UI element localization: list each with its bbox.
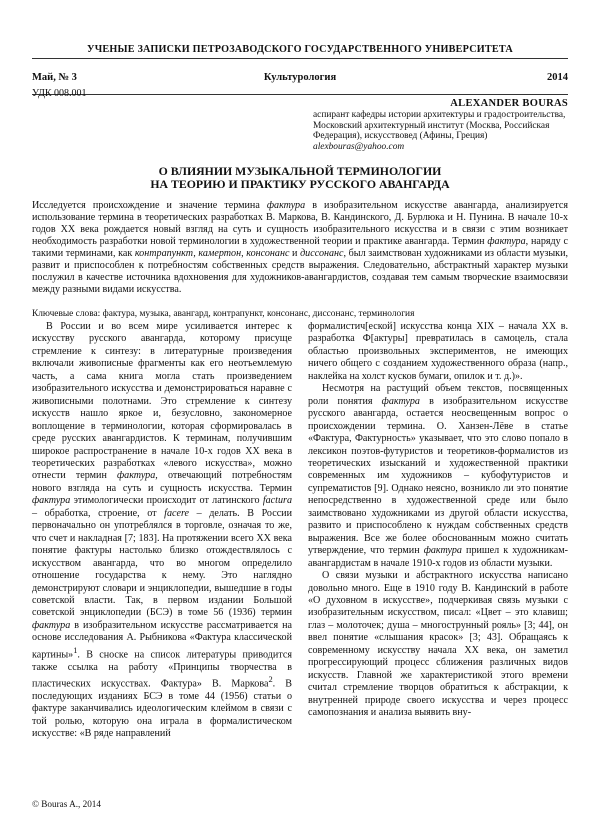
issue-number: Май, № 3 bbox=[32, 72, 77, 83]
copyright: © Bouras A., 2014 bbox=[32, 799, 101, 809]
header-rule bbox=[32, 58, 568, 59]
paragraph: О связи музыки и абстрактного искусства написано довольно много. Еще в 1910 году В. Кандинский в работе «О духовном в искусстве», подчеркивая связь музыки с изобразительным искусством, писал: «Цвет – это клавиш; глаз – молоточек; душа – многострунный рояль» [3; 44], он ввел понятие «слышания красок» [3; 43]. Обращаясь к современному искусству начала XX века, он заметил прогрессирующий процесс сближения различных видов искусств. Главной же характеристикой этого времени считал стремление творцов обратиться к абстракции, к внутренней природе своего искусства и через процесс самопознания и анализа выявить вну- bbox=[308, 570, 568, 719]
author-affiliation bbox=[313, 110, 568, 152]
abstract bbox=[32, 200, 568, 296]
author-name: ALEXANDER BOURAS bbox=[450, 98, 568, 109]
title-line-1: О ВЛИЯНИИ МУЗЫКАЛЬНОЙ ТЕРМИНОЛОГИИ bbox=[158, 164, 442, 178]
footnote-ref: 2 bbox=[268, 675, 273, 685]
title-line-2: НА ТЕОРИЮ И ПРАКТИКУ РУССКОГО АВАНГАРДА bbox=[150, 177, 450, 191]
article-title bbox=[0, 165, 600, 191]
paragraph: В России и во всем мире усиливается интерес к искусству русского авангарда, которому присуще стремление к синтезу: в литературные произведения включали живописные фрагменты как его неотъемлемую часть, а сама книга могла стать произведением изобразительного искусства и демонстрироваться наравне с живописными полотнами. Это стремление к синтезу искусств нашло яркое и, безусловно, закономерное воплощение в терминологии, которая сформировалась в среде русских авангардистов. К терминам, получившим широкое распространение в начале 10-х годов XX века в теоретических разработках «левого искусства», можно отнести термин фактура, отвечающий потребностям нового взгляда на суть и сущность искусства. Термин фактура этимологически происходит от латинского factura – обработка, строение, от facere – делать. В России первоначально он употреблялся в торговле, означая то же, что счет и накладная [7; 183]. На протяжении всего XX века понятие фактуры настолько близко отождествлялось с искусством авангарда, что во многом определило отношение государства к нему. Это наглядно демонстрируют словари и энциклопедии, вышедшие в годы советской власти. Так, в первом издании Большой советской энциклопедии (БСЭ) в томе 56 (1936) термин фактура в изобразительном искусстве рассматривается на основе исследования А. Рыбникова «Фактура классической картины»$^1$. В сноске на список литературы приводится также ссылка на работу «Принципы творчества в пластических искусствах. Фактура» В. Маркова$^2$. В последующих изданиях БСЭ в томе 44 (1956) статьи о фактуре заканчивались идеологическим клеймом в связи с той ролью, которую она играла в формалистическом искусстве: «В ряде направлений bbox=[32, 321, 293, 740]
footnote-ref: 1 bbox=[73, 645, 78, 655]
section-name: Культурология bbox=[263, 72, 337, 83]
issue-year: 2014 bbox=[547, 72, 568, 83]
body-column-right bbox=[308, 321, 568, 720]
keywords: Ключевые слова: фактура, музыка, авангард, контрапункт, консонанс, диссонанс, терминология bbox=[32, 309, 415, 319]
paragraph: Несмотря на растущий объем текстов, посвященных роли понятия фактура в изобразительном искусстве русского авангарда, остается неосвещенным вопрос о происхождении термина. О. Ханзен-Лёве в статье «Фактура, Фактурность» указывает, что это слово попало в лексикон поэтов-футуристов и теоретиков-формалистов из теоретических изысканий и художественной практики современных им художников – кубофутуристов и супрематистов [9]. Однако неясно, возникло ли это понятие непосредственно в художественной среде или было заимствовано художниками из другой области искусства, развито и приспособлено к нуждам собственных средств выражения. Все же более обоснованным можно считать утверждение, что термин фактура пришел к художникам-авангардистам в начале 1910-х годов из области музыки. bbox=[308, 383, 568, 569]
author-email: alexbouras@yahoo.com bbox=[313, 141, 405, 152]
paragraph: формалистич[еской] искусства конца XIX – начала XX в. разработка Ф[актуры] превратилась в самоцель, стала областью произвольных экспериментов, не имеющих ничего общего с созданием художественного образа (напр., наклейка на холст кусков бумаги, опилок и т. д.)». bbox=[308, 321, 568, 382]
udc-code: УДК 008.001 bbox=[32, 88, 87, 99]
body-column-left bbox=[32, 321, 292, 741]
issue-rule bbox=[32, 94, 568, 95]
journal-title: УЧЕНЫЕ ЗАПИСКИ ПЕТРОЗАВОДСКОГО ГОСУДАРСТВЕННОГО УНИВЕРСИТЕТА bbox=[87, 44, 513, 55]
affiliation-text: аспирант кафедры истории архитектуры и градостроительства, Московский архитектурный институт (Москва, Российская Федерация), искусствовед (Афины, Греция) bbox=[313, 110, 566, 142]
abstract-text: Исследуется происхождение и значение термина фактура в изобразительном искусстве авангарда, анализируется использование термина в теоретических разработках В. Маркова, В. Кандинского, Д. Бурлюка и Н. Пунина. В начале 10-х годов XX века рождается новый взгляд на суть и сущность изобразительного искусства и в связи с этим возникает необходимость разработки новой терминологии в художественной теории и практике авангарда. Термин фактура, наряду с такими терминами, как контрапункт, камертон, консонанс и диссонанс, был заимствован художниками из области музыки, развит и приспособлен к потребностям собственных средств выражения. Следовательно, абстрактный характер музыки послужил в качестве источника вдохновения для художников-авангардистов, создавая тем самым творческие взаимосвязи между разными видами искусства. bbox=[32, 200, 569, 295]
